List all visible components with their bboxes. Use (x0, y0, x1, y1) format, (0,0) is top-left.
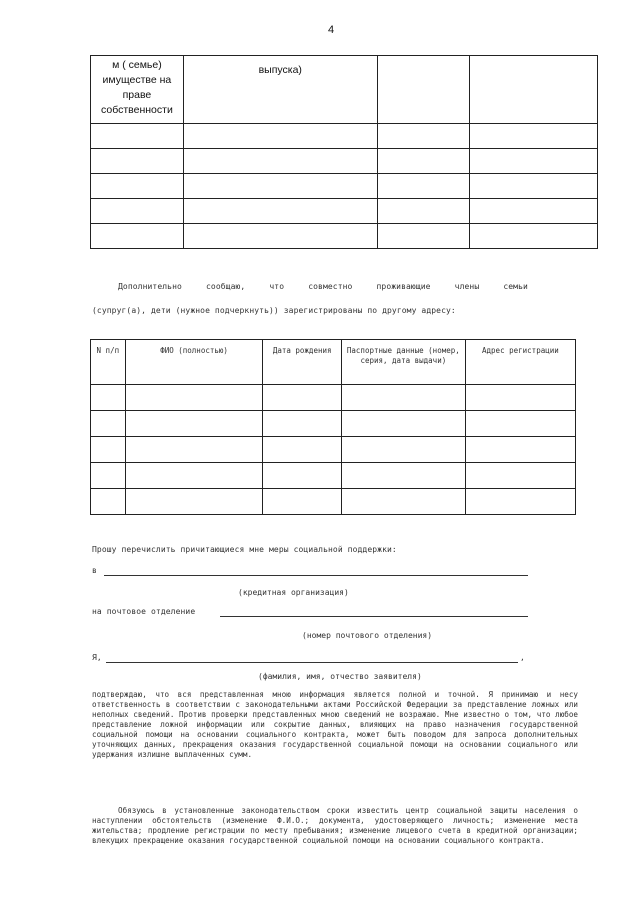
post-office-prefix: на почтовое отделение (92, 607, 196, 616)
table-cell[interactable] (183, 224, 377, 249)
table-cell[interactable] (465, 385, 575, 411)
table-cell[interactable] (91, 224, 184, 249)
table-cell[interactable] (469, 174, 597, 199)
family-members-table (90, 339, 576, 515)
table-cell[interactable] (469, 199, 597, 224)
table-cell[interactable] (183, 149, 377, 174)
table-cell[interactable] (469, 149, 597, 174)
word: проживающие (376, 282, 431, 291)
header-birth-date: Дата рождения (263, 340, 341, 385)
issue-header-cell: выпуска) (183, 56, 377, 124)
table-cell[interactable] (377, 124, 469, 149)
word: совместно (308, 282, 353, 291)
table-cell[interactable] (125, 463, 263, 489)
table-cell[interactable] (125, 411, 263, 437)
table-header-row (91, 56, 598, 124)
header-passport: Паспортные данные (номер, серия, дата выдачи) (341, 340, 465, 385)
word: семьи (503, 282, 528, 291)
request-intro: Прошу перечислить причитающиеся мне меры социальной поддержки: (92, 545, 397, 554)
table-cell[interactable] (263, 463, 341, 489)
table-row (91, 489, 576, 515)
confirmation-paragraph: подтверждаю, что вся представленная мною информация является полной и точной. Я принимаю и несу ответственность в соответствии с законодательными актами Российской Федерации за представление ложных или неполных сведений. Против проверки представленных мною сведений не возражаю. Мне известно о том, что любое представление ложной информации или сокрытие данных, влияющих на право назначения государственной социальной помощи на основании социального контракта, может быть поводом для запроса дополнительных уточняющих данных, прекращения оказания государственной социальной помощи на основании социального или удержания излишне выплаченных сумм. (92, 690, 578, 759)
additional-info-line2: (супруг(а), дети (нужное подчеркнуть)) зарегистрированы по другому адресу: (92, 306, 456, 315)
credit-org-prefix: в (92, 566, 97, 575)
table-cell[interactable] (91, 489, 126, 515)
table-cell[interactable] (469, 224, 597, 249)
table-cell[interactable] (263, 437, 341, 463)
word: Дополнительно (118, 282, 182, 291)
word: сообщаю, (205, 282, 246, 291)
table-row (91, 174, 598, 199)
table-row (91, 124, 598, 149)
table-row (91, 411, 576, 437)
additional-info-line1 (118, 282, 528, 291)
table-cell[interactable] (341, 411, 465, 437)
table-header-row (91, 340, 576, 385)
header-address: Адрес регистрации (465, 340, 575, 385)
table-row (91, 199, 598, 224)
page-number: 4 (328, 24, 335, 36)
table-cell[interactable] (341, 463, 465, 489)
word: члены (454, 282, 480, 291)
table-cell[interactable] (377, 224, 469, 249)
table-cell[interactable] (465, 489, 575, 515)
table-cell[interactable] (125, 437, 263, 463)
applicant-suffix: , (520, 653, 525, 662)
table-cell[interactable] (91, 463, 126, 489)
table-row (91, 224, 598, 249)
applicant-prefix: Я, (92, 653, 102, 662)
table-cell[interactable] (465, 437, 575, 463)
table-cell[interactable] (125, 489, 263, 515)
table-cell[interactable] (469, 124, 597, 149)
table-cell[interactable] (377, 149, 469, 174)
property-table (90, 55, 598, 249)
table-cell[interactable] (91, 437, 126, 463)
table-cell[interactable] (183, 199, 377, 224)
table-cell[interactable] (377, 174, 469, 199)
obligation-paragraph: Обязуюсь в установленные законодательством сроки известить центр социальной защиты населения о наступлении обстоятельств (изменение Ф.И.О.; документа, удостоверяющего личность; изменение места жительства; продление регистрации по месту пребывания; изменение лицевого счета в кредитной организации; влекущих прекращение оказания государственной социальной помощи на основании социального контракта. (92, 806, 578, 845)
table-cell[interactable] (465, 411, 575, 437)
table-cell[interactable] (341, 437, 465, 463)
post-office-field[interactable] (220, 616, 528, 617)
table-row (91, 149, 598, 174)
table-row (91, 437, 576, 463)
credit-org-caption: (кредитная организация) (238, 588, 349, 597)
property-header-cell: м ( семье) имуществе на праве собственности (91, 56, 184, 124)
header-cell (377, 56, 469, 124)
post-office-caption: (номер почтового отделения) (302, 631, 433, 640)
table-cell[interactable] (263, 489, 341, 515)
table-cell[interactable] (465, 463, 575, 489)
table-cell[interactable] (263, 411, 341, 437)
header-number: N п/п (91, 340, 126, 385)
table-row (91, 463, 576, 489)
table-cell[interactable] (377, 199, 469, 224)
table-cell[interactable] (183, 174, 377, 199)
table-cell[interactable] (91, 385, 126, 411)
table-cell[interactable] (183, 124, 377, 149)
word: что (269, 282, 285, 291)
table-cell[interactable] (341, 385, 465, 411)
applicant-caption: (фамилия, имя, отчество заявителя) (258, 672, 422, 681)
table-cell[interactable] (91, 411, 126, 437)
table-cell[interactable] (91, 149, 184, 174)
table-cell[interactable] (91, 174, 184, 199)
table-cell[interactable] (91, 199, 184, 224)
table-cell[interactable] (125, 385, 263, 411)
header-cell (469, 56, 597, 124)
table-cell[interactable] (341, 489, 465, 515)
table-cell[interactable] (91, 124, 184, 149)
applicant-name-field[interactable] (106, 662, 518, 663)
table-row (91, 385, 576, 411)
credit-org-field[interactable] (104, 575, 528, 576)
table-cell[interactable] (263, 385, 341, 411)
header-fio: ФИО (полностью) (125, 340, 263, 385)
